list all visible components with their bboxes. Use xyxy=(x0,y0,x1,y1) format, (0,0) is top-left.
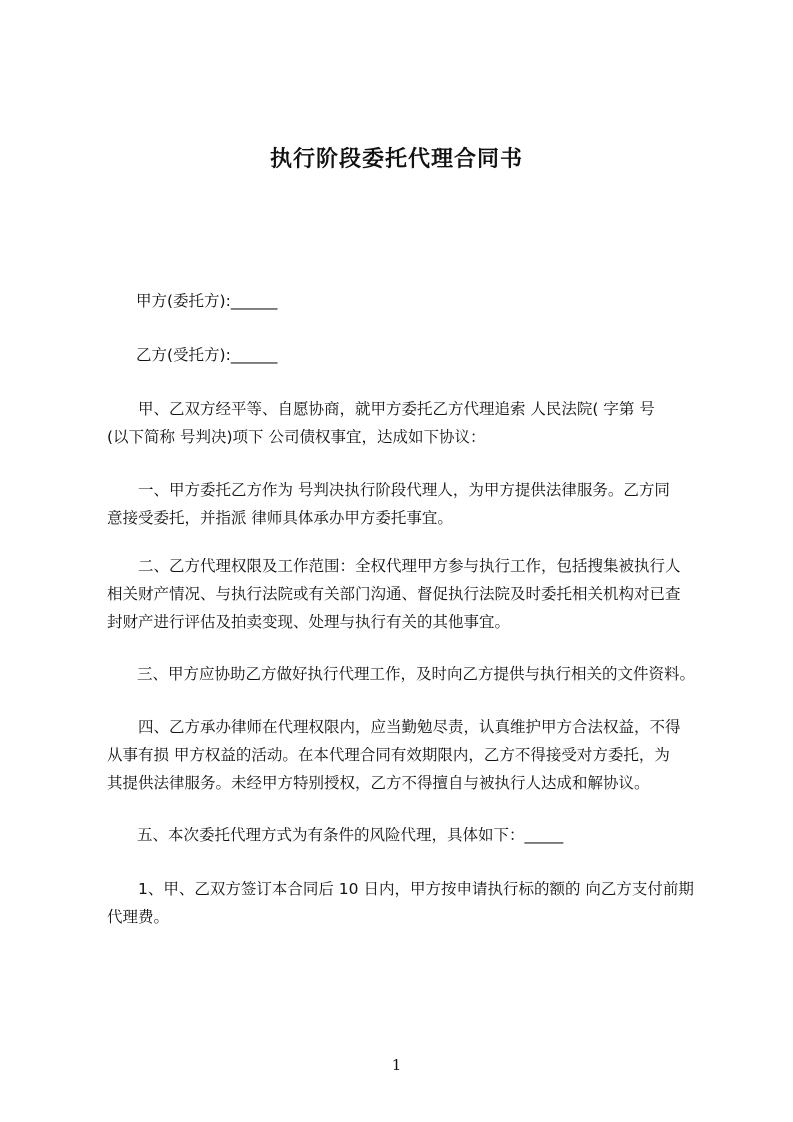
clause-2-line-2: 相关财产情况、与执行法院或有关部门沟通、督促执行法院及时委托相关机构对已查 xyxy=(107,585,681,603)
clause-3-line-1: 三、甲方应协助乙方做好执行代理工作，及时向乙方提供与执行相关的文件资料。 xyxy=(137,665,696,683)
party-a-line: 甲方(委托方):______ xyxy=(136,292,278,310)
clause-4-line-3: 其提供法律服务。未经甲方特别授权，乙方不得擅自与被执行人达成和解协议。 xyxy=(107,774,650,792)
page-number: 1 xyxy=(391,1056,402,1074)
clause-1-line-1: 一、甲方委托乙方作为 号判决执行阶段代理人，为甲方提供法律服务。乙方同 xyxy=(138,481,670,499)
clause-4-line-2: 从事有损 甲方权益的活动。在本代理合同有效期限内，乙方不得接受对方委托，为 xyxy=(107,746,670,764)
clause-2-line-3: 封财产进行评估及拍卖变现、处理与执行有关的其他事宜。 xyxy=(107,613,511,631)
clause-5-line-1: 五、本次委托代理方式为有条件的风险代理，具体如下：_____ xyxy=(137,826,564,844)
sub-item-1-line-1: 1、甲、乙双方签订本合同后 10 日内，甲方按申请执行标的额的 向乙方支付前期 xyxy=(138,880,694,898)
clause-1-line-2: 意接受委托，并指派 律师具体承办甲方委托事宜。 xyxy=(107,509,453,527)
sub-item-1-line-2: 代理费。 xyxy=(107,908,170,926)
intro-line-2: (以下简称 号判决)项下 公司债权事宜，达成如下协议： xyxy=(107,428,486,446)
clause-4-line-1: 四、乙方承办律师在代理权限内，应当勤勉尽责，认真维护甲方合法权益，不得 xyxy=(138,718,681,736)
clause-2-line-1: 二、乙方代理权限及工作范围：全权代理甲方参与执行工作，包括搜集被执行人 xyxy=(138,557,681,575)
party-b-line: 乙方(受托方):______ xyxy=(136,346,278,364)
document-title: 执行阶段委托代理合同书 xyxy=(269,147,523,172)
intro-line-1: 甲、乙双方经平等、自愿协商，就甲方委托乙方代理追索 人民法院( 字第 号 xyxy=(138,400,655,418)
